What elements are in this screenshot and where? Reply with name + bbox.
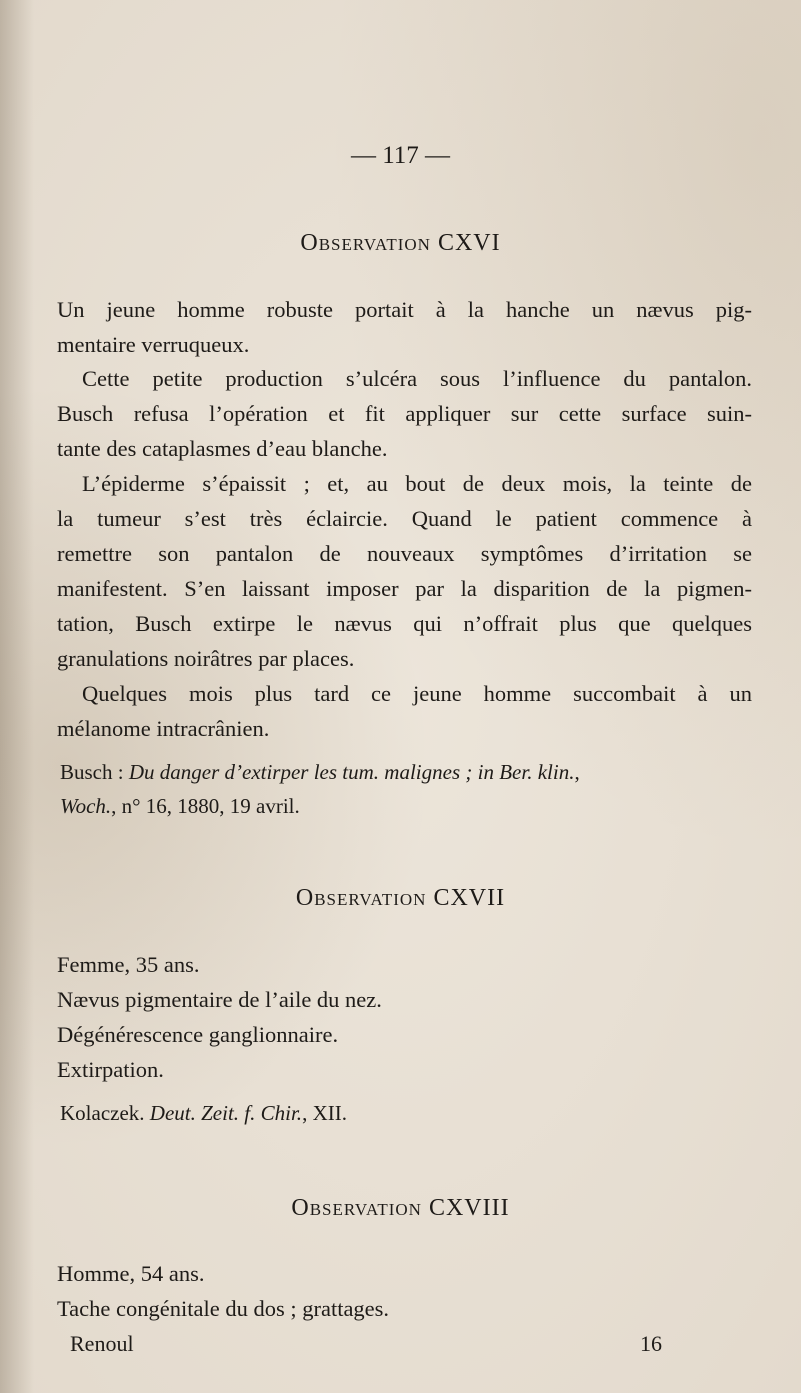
paragraph-line: tante des cataplasmes d’eau blanche. xyxy=(57,436,388,461)
observation-116-title-word: Observation xyxy=(300,230,431,256)
paragraph-line: mentaire verruqueux. xyxy=(57,332,250,357)
observation-118-title-number: CXVIII xyxy=(428,1195,510,1221)
list-line: Tache congénitale du dos ; grattages. xyxy=(57,1296,390,1321)
observation-116-reference-line1: Busch : Du danger d’extirper les tum. malignes ; in Ber. klin., xyxy=(60,760,580,784)
observation-116-title-number: CXVI xyxy=(437,230,501,256)
footer-signature: Renoul xyxy=(70,1331,134,1356)
observation-116-reference-line2 xyxy=(60,794,300,819)
observation-118-title xyxy=(0,1195,801,1222)
observation-117-title-number: CXVII xyxy=(433,885,506,911)
paragraph-line: manifestent. S’en laissant imposer par la disparition de la pigmen- xyxy=(57,576,752,601)
paragraph-line: remettre son pantalon de nouveaux symptômes d’irritation se xyxy=(57,541,752,566)
list-line: Extirpation. xyxy=(57,1057,164,1082)
observation-117-title xyxy=(0,885,801,912)
footer-sheet-number: 16 xyxy=(640,1331,662,1356)
page-number: — 117 — xyxy=(350,142,451,169)
paragraph-line: Cette petite production s’ulcéra sous l’influence du pantalon. xyxy=(82,366,752,391)
observation-116-title xyxy=(0,230,801,257)
list-line: Dégénérescence ganglionnaire. xyxy=(57,1022,339,1047)
reference-journal: Ber. klin. xyxy=(499,760,575,784)
reference-author: Kolaczek. xyxy=(60,1101,145,1125)
paragraph-line: Quelques mois plus tard ce jeune homme succombait à un xyxy=(82,681,752,706)
paragraph-line: la tumeur s’est très éclaircie. Quand le patient commence à xyxy=(57,506,752,531)
observation-117-reference xyxy=(60,1101,347,1126)
paragraph-line: tation, Busch extirpe le nævus qui n’offrait plus que quelques xyxy=(57,611,752,636)
paragraph-line: Un jeune homme robuste portait à la hanche un nævus pig- xyxy=(57,297,752,322)
list-line: Homme, 54 ans. xyxy=(57,1261,205,1286)
list-line: Nævus pigmentaire de l’aile du nez. xyxy=(57,987,382,1012)
page-edge-shadow xyxy=(0,0,34,1393)
observation-118-title-word: Observation xyxy=(291,1195,422,1221)
reference-journal: Deut. Zeit. f. Chir. xyxy=(149,1101,303,1125)
reference-details: , XII. xyxy=(302,1101,347,1125)
list-line: Femme, 35 ans. xyxy=(57,952,200,977)
observation-117-title-word: Observation xyxy=(295,885,427,911)
reference-title: Du danger d’extirper les tum. malignes ; in xyxy=(128,760,494,784)
reference-author: Busch : xyxy=(60,760,124,784)
paragraph-line: granulations noirâtres par places. xyxy=(57,646,355,671)
paragraph-line: Busch refusa l’opération et fit appliquer sur cette surface suin- xyxy=(57,401,752,426)
reference-journal-cont: Woch. xyxy=(60,794,112,818)
paragraph-line: L’épiderme s’épaissit ; et, au bout de deux mois, la teinte de xyxy=(82,471,752,496)
paragraph-line: mélanome intracrânien. xyxy=(57,716,270,741)
reference-details: , n° 16, 1880, 19 avril. xyxy=(111,794,300,818)
